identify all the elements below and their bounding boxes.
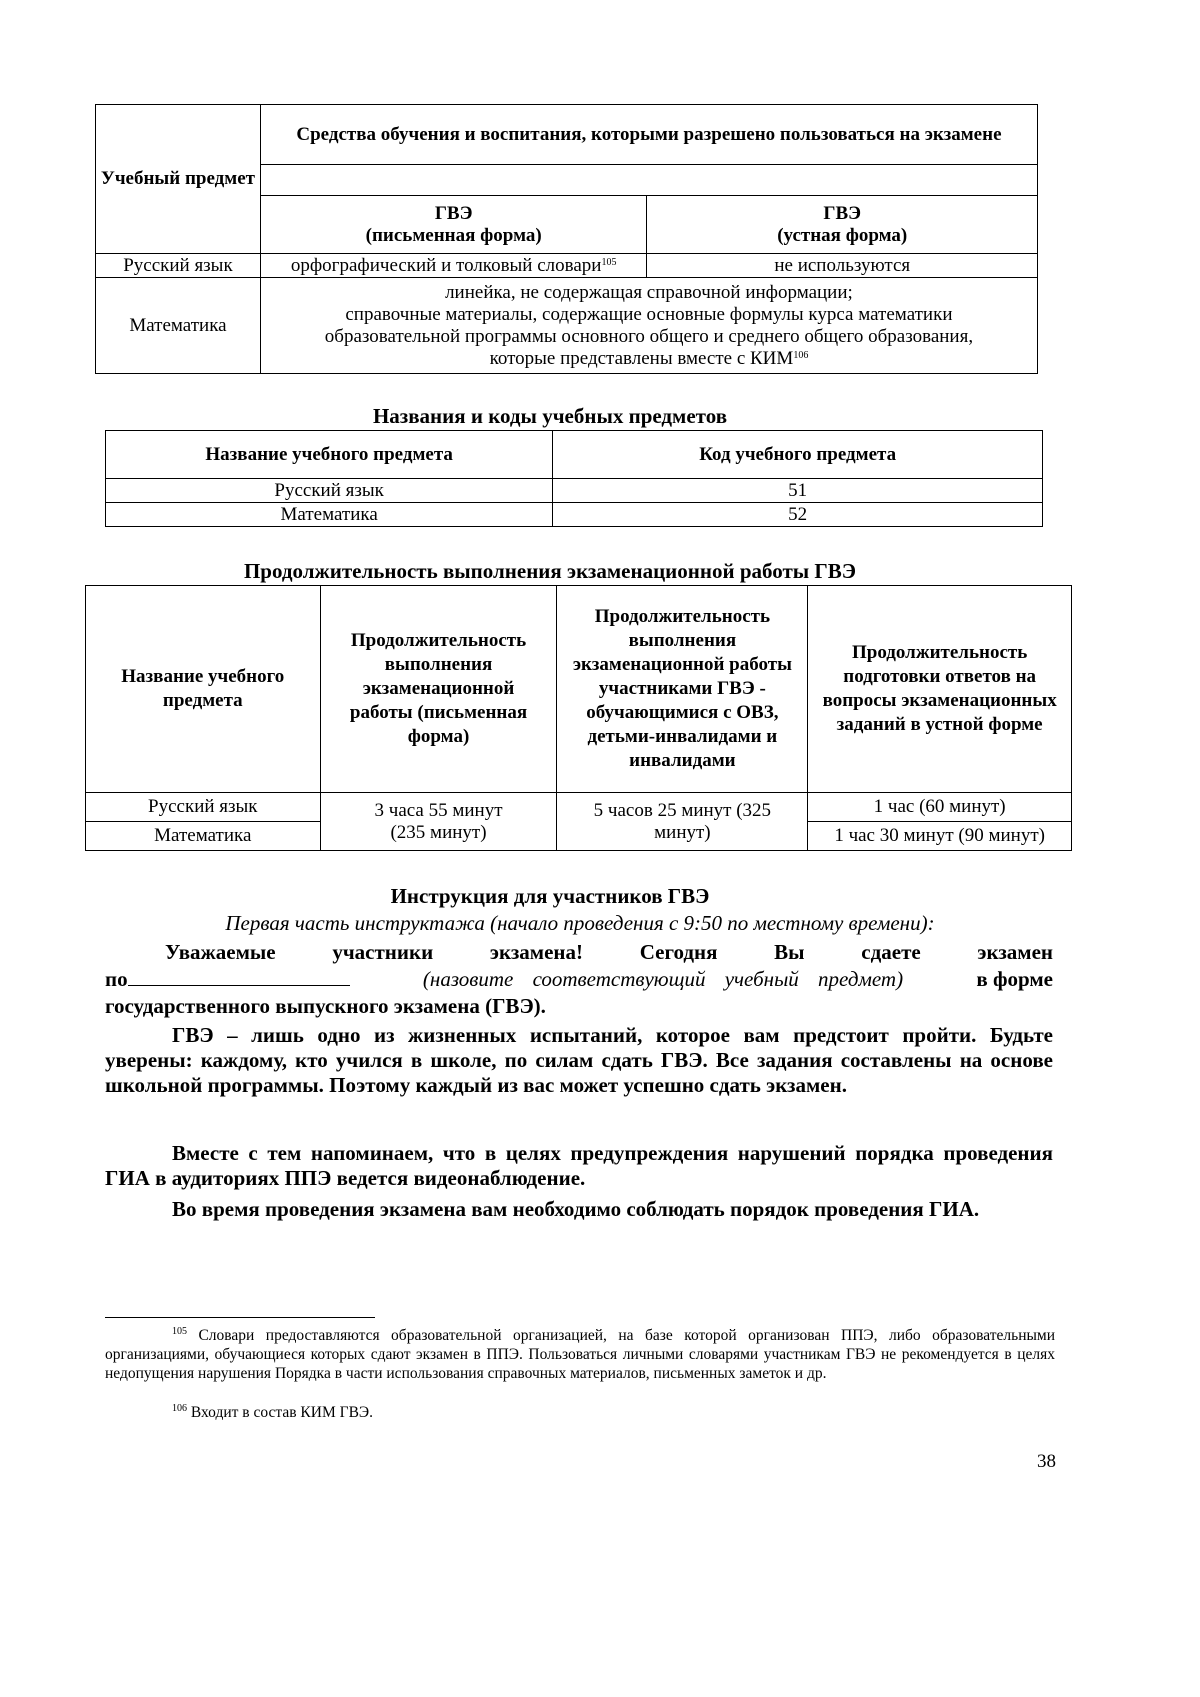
header-written: ГВЭ (письменная форма): [260, 196, 647, 254]
oral-time-cell: 1 час (60 минут): [808, 793, 1072, 822]
subject-cell: Русский язык: [96, 254, 261, 278]
table-row: [106, 503, 1043, 527]
paragraph-3: Вместе с тем напоминаем, что в целях предупреждения нарушений порядка проведения ГИА в аудиториях ППЭ ведется видеонаблюдение.: [105, 1141, 1053, 1190]
subject-cell: Математика: [96, 278, 261, 374]
header-oral: Продолжительность подготовки ответов на вопросы экзаменационных заданий в устной форме: [808, 586, 1072, 793]
subject-cell: Математика: [86, 822, 321, 851]
instruction-subtitle: Первая часть инструктажа (начало проведения с 9:50 по местному времени):: [225, 911, 935, 935]
header-subject: Учебный предмет: [96, 105, 261, 254]
subject-line: по (назовите соответствующий учебный предмет) в форме: [105, 967, 1053, 991]
duration-title: Продолжительность выполнения экзаменационной работы ГВЭ: [243, 559, 857, 583]
table-row: [86, 793, 1072, 822]
codes-table: [105, 430, 1043, 527]
header-name: Название учебного предмета: [106, 431, 553, 479]
oral-time-cell: 1 час 30 минут (90 минут): [808, 822, 1072, 851]
math-means-cell: линейка, не содержащая справочной информации; справочные материалы, содержащие основные формулы курса математики образовательной программы основного общего и среднего общего образования, которые представлены вместе с КИМ$^{106}$: [260, 278, 1037, 374]
table-row: [106, 479, 1043, 503]
footnote-106: $^{106}$ Входит в состав КИМ ГВЭ.: [172, 1403, 374, 1421]
written-time-cell: 3 часа 55 минут (235 минут): [320, 793, 557, 851]
exam-form-line: государственного выпускного экзамена (ГВЭ).: [105, 994, 546, 1018]
name-cell: Русский язык: [106, 479, 553, 503]
header-written: Продолжительность выполнения экзаменационной работы (письменная форма): [320, 586, 557, 793]
greeting-line: Уважаемые участники экзамена! Сегодня Вы сдаете экзамен: [165, 940, 1053, 964]
subject-cell: Русский язык: [86, 793, 321, 822]
header-code: Код учебного предмета: [553, 431, 1043, 479]
duration-table: [85, 585, 1072, 851]
paragraph-4: Во время проведения экзамена вам необходимо соблюдать порядок проведения ГИА.: [172, 1197, 980, 1221]
ovz-time-cell: 5 часов 25 минут (325 минут): [557, 793, 808, 851]
header-means: Средства обучения и воспитания, которыми разрешено пользоваться на экзамене: [260, 105, 1037, 165]
written-means-cell: орфографический и толковый словари$^{105}$: [260, 254, 647, 278]
footnote-105: $^{105}$ Словари предоставляются образовательной организацией, на базе которой организован ППЭ, либо образовательными организациями, обучающиеся которых сдают экзамен в ППЭ. Пользоваться личными словарями участникам ГВЭ не рекомендуется в целях недопущения нарушения Порядка в части использования справочных материалов, письменных заметок и др.: [105, 1326, 1056, 1382]
table-row: [96, 278, 1038, 374]
page-number: 38: [1037, 1451, 1056, 1472]
name-cell: Математика: [106, 503, 553, 527]
paragraph-2: ГВЭ – лишь одно из жизненных испытаний, которое вам предстоит пройти. Будьте уверены: каждому, кто учился в школе, по силам сдать ГВЭ. Все задания составлены на основе школьной программы. Поэтому каждый из вас может успешно сдать экзамен.: [105, 1023, 1053, 1097]
header-ovz: Продолжительность выполнения экзаменационной работы участниками ГВЭ - обучающимися с ОВЗ, детьми-инвалидами и инвалидами: [557, 586, 808, 793]
footnote-divider: [105, 1317, 375, 1318]
header-name: Название учебного предмета: [86, 586, 321, 793]
empty-row: [260, 165, 1037, 196]
code-cell: 52: [553, 503, 1043, 527]
codes-title: Названия и коды учебных предметов: [372, 404, 728, 428]
instruction-title: Инструкция для участников ГВЭ: [390, 884, 710, 908]
header-oral: ГВЭ (устная форма): [647, 196, 1038, 254]
table-row: [96, 254, 1038, 278]
means-table: [95, 104, 1038, 374]
oral-means-cell: не используются: [647, 254, 1038, 278]
code-cell: 51: [553, 479, 1043, 503]
